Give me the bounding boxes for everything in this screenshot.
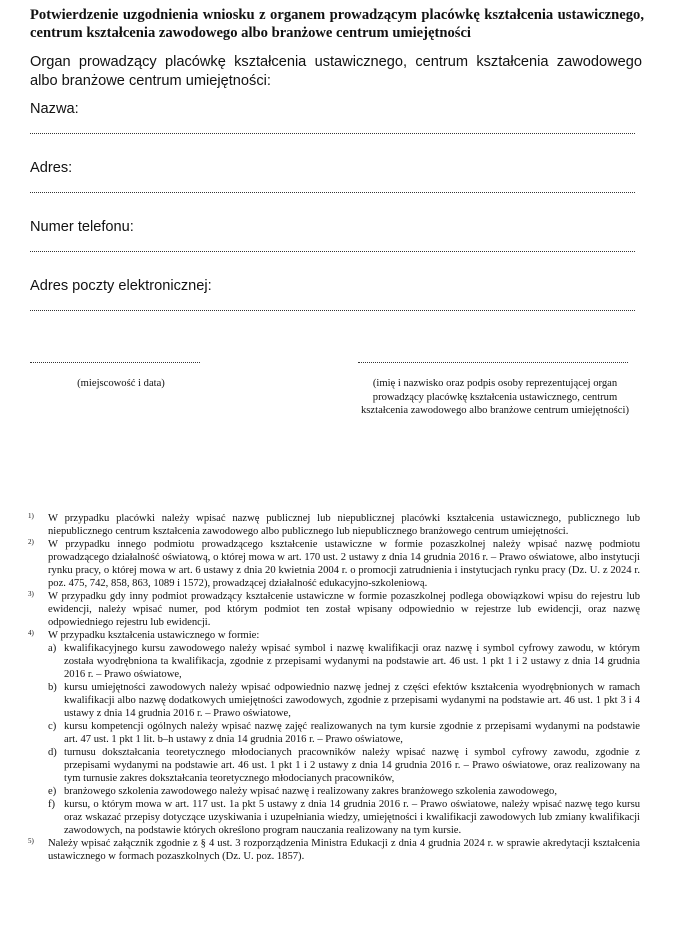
item-text: branżowego szkolenia zawodowego należy wpisać nazwę i realizowany zakres branżowego szkolenia zawodowego,	[64, 786, 557, 797]
footnote-text: Należy wpisać załącznik zgodnie z § 4 ust. 3 rozporządzenia Ministra Edukacji z dnia 4 grudnia 2024 r. w sprawie akredytacji kształcenia ustawicznego w formach pozaszkolnych (Dz. U. poz. 1857).	[48, 838, 640, 862]
item-letter: a)	[48, 643, 57, 654]
footnote-text: W przypadku placówki należy wpisać nazwę publicznej lub niepublicznej placówki kształcenia ustawicznego, publicznego lub niepublicznego centrum kształcenia zawodowego albo publicznego lub niepublicznego branżowego centrum umiejętności.	[48, 513, 640, 537]
footnote-number: 2)	[28, 538, 34, 546]
phone-field[interactable]	[30, 249, 635, 252]
footnote-number: 4)	[28, 629, 34, 637]
intro-text: Organ prowadzący placówkę kształcenia ustawicznego, centrum kształcenia zawodowego albo branżowe centrum umiejętności:	[30, 54, 642, 89]
address-field[interactable]	[30, 190, 635, 193]
phone-label: Numer telefonu:	[30, 219, 134, 235]
document-title: Potwierdzenie uzgodnienia wniosku z organem prowadzącym placówkę kształcenia ustawicznego, centrum kształcenia zawodowego albo branżowe centrum umiejętności	[30, 7, 644, 41]
footnote-3	[28, 590, 640, 629]
footnote-4-item-f	[28, 798, 640, 837]
footnote-number: 3)	[28, 590, 34, 598]
item-text: turnusu dokształcania teoretycznego młodocianych pracowników należy wpisać nazwę i symbol cyfrowy zawodu, zgodnie z przepisami wydanymi na podstawie art. 46 ust. 1 pkt 1 i 2 ustawy z dnia 14 grudnia 2016 r. – Prawo oświatowe, oraz realizowany na tym turnusie zakres dokształcania teoretycznego młodocianych pracowników,	[64, 747, 640, 784]
item-text: kursu kompetencji ogólnych należy wpisać nazwę zajęć realizowanych na tym kursie zgodnie z przepisami wydanymi na podstawie art. 47 ust. 1 pkt 1 lit. b–h ustawy z dnia 14 grudnia 2016 r. – Prawo oświatowe,	[64, 721, 640, 745]
name-label: Nazwa:	[30, 101, 79, 117]
footnote-text: W przypadku kształcenia ustawicznego w formie:	[48, 630, 260, 641]
item-text: kursu umiejętności zawodowych należy wpisać odpowiednio nazwę jednej z części efektów kształcenia wyodrębnionych w ramach kwalifikacji albo nazwę dodatkowych umiejętności zawodowych, zgodnie z przepisami wydanymi na podstawie art. 46 ust. 1 pkt 3 i 4 ustawy z dnia 14 grudnia 2016 r. – Prawo oświatowe,	[64, 682, 640, 719]
item-letter: e)	[48, 786, 57, 797]
item-letter: f)	[48, 799, 56, 810]
item-letter: b)	[48, 682, 57, 693]
footnotes	[28, 512, 640, 863]
item-text: kursu, o którym mowa w art. 117 ust. 1a pkt 5 ustawy z dnia 14 grudnia 2016 r. – Prawo oświatowe, należy wpisać nazwę tego kursu oraz wskazać przepisy dotyczące uzyskiwania i uzupełniania wiedzy, umiejętności i kwalifikacji zawodowych lub zmiany kwalifikacji zawodowych, na podstawie których określono program nauczania realizowany na tym kursie.	[64, 799, 640, 836]
signature-caption: (imię i nazwisko oraz podpis osoby reprezentującej organ prowadzący placówkę kształcenia ustawicznego, centrum kształcenia zawodowego albo branżowe centrum umiejętności)	[361, 378, 629, 417]
signature-field[interactable]	[358, 362, 628, 363]
email-label: Adres poczty elektronicznej:	[30, 278, 212, 294]
footnote-4	[28, 629, 640, 642]
footnote-4-item-d	[28, 746, 640, 785]
item-letter: d)	[48, 747, 57, 758]
address-label: Adres:	[30, 160, 73, 176]
name-field[interactable]	[30, 131, 635, 134]
footnote-1	[28, 512, 640, 538]
footnote-4-item-b	[28, 681, 640, 720]
place-date-caption: (miejscowość i data)	[77, 378, 165, 389]
footnote-5	[28, 837, 640, 863]
footnote-number: 5)	[28, 837, 34, 845]
footnote-number: 1)	[28, 512, 34, 520]
item-text: kwalifikacyjnego kursu zawodowego należy wpisać symbol i nazwę kwalifikacji oraz nazwę i symbol cyfrowy zawodu, w którym została wyodrębniona ta kwalifikacja, zgodnie z przepisami wydanymi na podstawie art. 46 ust. 1 pkt 1 i 2 ustawy z dnia 14 grudnia 2016 r. – Prawo oświatowe,	[64, 643, 640, 680]
email-field[interactable]	[30, 308, 635, 311]
footnote-4-item-a	[28, 642, 640, 681]
footnote-4-item-e	[28, 785, 640, 798]
item-letter: c)	[48, 721, 57, 732]
footnote-4-item-c	[28, 720, 640, 746]
place-date-field[interactable]	[30, 362, 200, 363]
footnote-2	[28, 538, 640, 590]
footnote-text: W przypadku gdy inny podmiot prowadzący kształcenie ustawiczne w formie pozaszkolnej podlega obowiązkowi wpisu do rejestru lub ewidencji, należy wpisać numer, pod którym podmiot ten został wpisany odpowiednio w rejestrze lub ewidencji, oraz nazwę odpowiedniego rejestru lub ewidencji.	[48, 591, 640, 628]
footnote-text: W przypadku innego podmiotu prowadzącego kształcenie ustawiczne w formie pozaszkolnej należy wpisać nazwę podmiotu prowadzącego działalność oświatową, o której mowa w art. 170 ust. 2 ustawy z dnia 14 grudnia 2016 r. – Prawo oświatowe, albo instytucji rynku pracy, o której mowa w art. 6 ustawy z dnia 20 kwietnia 2004 r. o promocji zatrudnienia i instytucjach rynku pracy (Dz. U. z 2024 r. poz. 475, 742, 858, 863, 1089 i 1572), prowadzącej działalność edukacyjno-szkoleniową.	[48, 539, 640, 589]
